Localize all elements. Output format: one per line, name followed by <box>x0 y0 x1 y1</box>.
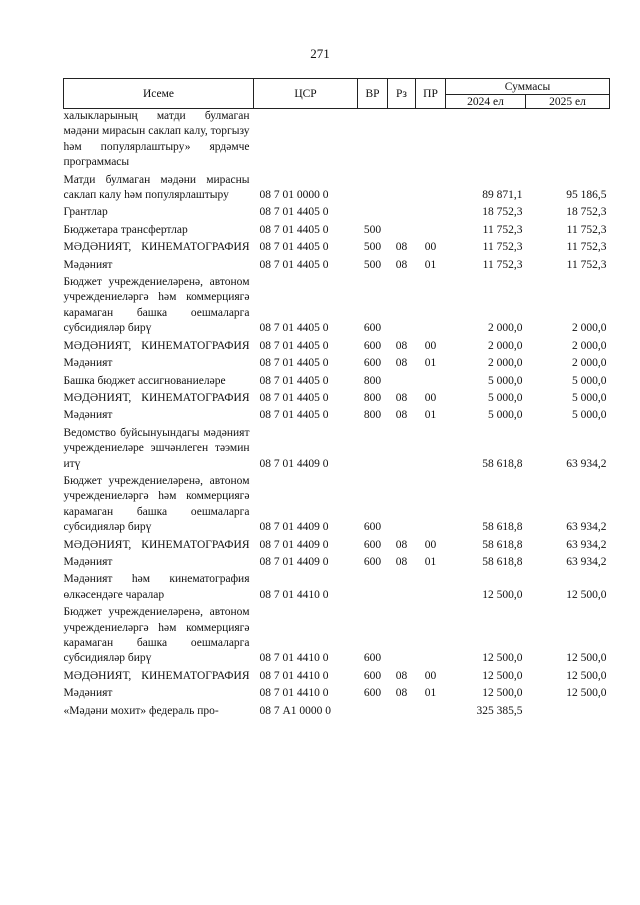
row-rz: 08 <box>395 258 408 271</box>
row-pr <box>416 704 446 719</box>
row-csr: 08 7 01 4410 0 <box>259 588 329 601</box>
row-amount-2024: 58 618,8 <box>482 457 523 470</box>
row-amount-2025: 63 934,2 <box>566 521 607 534</box>
row-vr: 500 <box>363 258 382 271</box>
header-year-2025: 2025 ел <box>526 95 610 109</box>
row-rz <box>388 205 416 220</box>
row-vr: 600 <box>363 521 382 534</box>
row-pr <box>416 605 446 667</box>
table-row <box>64 339 610 354</box>
table-row <box>64 572 610 603</box>
row-amount-2025: 5 000,0 <box>572 409 607 422</box>
row-vr: 500 <box>363 241 382 254</box>
row-name: халыкларының матди булмаган мәдәни мирасын саклап калу, торгызу һәм популярлаштыру» ярдәмче программасы <box>63 110 250 169</box>
row-vr: 600 <box>363 339 382 352</box>
row-csr: 08 7 01 4409 0 <box>259 538 329 551</box>
table-row <box>64 205 610 220</box>
row-pr <box>416 572 446 603</box>
row-rz <box>388 275 416 337</box>
row-amount-2025: 2 000,0 <box>572 357 607 370</box>
row-amount-2025: 63 934,2 <box>566 538 607 551</box>
row-amount-2025: 63 934,2 <box>566 555 607 568</box>
row-name: Мәдәният һәм кинематография өлкәсендәге чаралар <box>63 573 250 601</box>
row-rz: 08 <box>395 669 408 682</box>
row-amount-2024: 5 000,0 <box>488 409 523 422</box>
row-rz <box>388 572 416 603</box>
row-name: МӘДӘНИЯТ, КИНЕМАТОГРАФИЯ <box>63 339 250 352</box>
row-amount-2025 <box>526 704 610 719</box>
table-row <box>64 605 610 667</box>
row-vr <box>358 109 388 171</box>
row-csr: 08 7 01 4410 0 <box>259 687 329 700</box>
row-name: Башка бюджет ассигнованиеләре <box>63 374 226 387</box>
row-amount-2025: 12 500,0 <box>566 652 607 665</box>
row-name: Мәдәният <box>63 555 113 568</box>
row-csr: 08 7 01 4405 0 <box>259 206 329 219</box>
row-amount-2024: 18 752,3 <box>482 206 523 219</box>
table-row <box>64 240 610 255</box>
table-row <box>64 538 610 553</box>
row-amount-2024: 58 618,8 <box>482 521 523 534</box>
row-pr <box>416 109 446 171</box>
table-row <box>64 426 610 472</box>
row-vr: 600 <box>363 357 382 370</box>
page-number: 271 <box>310 46 330 61</box>
row-amount-2025: 5 000,0 <box>572 374 607 387</box>
table-row <box>64 374 610 389</box>
row-csr: 08 7 01 4410 0 <box>259 652 329 665</box>
row-amount-2025: 12 500,0 <box>566 687 607 700</box>
row-amount-2025 <box>526 109 610 171</box>
row-amount-2024: 5 000,0 <box>488 374 523 387</box>
row-pr <box>416 374 446 389</box>
row-name: Мәдәният <box>63 687 113 700</box>
row-name: Мәдәният <box>63 357 113 370</box>
row-amount-2025: 2 000,0 <box>572 322 607 335</box>
row-rz: 08 <box>395 409 408 422</box>
header-rz: Рз <box>388 79 416 109</box>
table-row <box>64 275 610 337</box>
row-rz: 08 <box>395 687 408 700</box>
row-name: МӘДӘНИЯТ, КИНЕМАТОГРАФИЯ <box>63 241 250 254</box>
row-csr: 08 7 01 4405 0 <box>259 241 329 254</box>
row-name: МӘДӘНИЯТ, КИНЕМАТОГРАФИЯ <box>63 391 250 404</box>
row-rz <box>388 474 416 536</box>
row-pr: 01 <box>424 555 437 568</box>
row-name: МӘДӘНИЯТ, КИНЕМАТОГРАФИЯ <box>63 538 250 551</box>
row-pr: 00 <box>424 339 437 352</box>
row-amount-2025: 18 752,3 <box>566 206 607 219</box>
budget-table <box>63 78 610 721</box>
row-csr: 08 7 01 4409 0 <box>259 555 329 568</box>
row-vr: 800 <box>363 409 382 422</box>
table-header <box>64 79 610 109</box>
row-name: Бюджет учреждениеләренә, автоном учреждениеләргә һәм коммерциягә карамаган башка оешмаларга субсидияләр бирү <box>63 606 250 665</box>
row-amount-2024: 12 500,0 <box>482 588 523 601</box>
row-vr <box>358 704 388 719</box>
row-csr: 08 7 01 4409 0 <box>259 457 329 470</box>
row-vr: 600 <box>363 555 382 568</box>
row-csr: 08 7 01 4405 0 <box>259 339 329 352</box>
table-row <box>64 223 610 238</box>
row-rz <box>388 223 416 238</box>
header-name: Исеме <box>64 79 254 109</box>
row-name: Бюджет учреждениеләренә, автоном учреждениеләргә һәм коммерциягә карамаган башка оешмаларга субсидияләр бирү <box>63 474 250 534</box>
row-pr: 00 <box>424 391 437 404</box>
row-amount-2025: 11 752,3 <box>566 241 607 254</box>
row-csr <box>254 109 358 171</box>
row-rz <box>388 374 416 389</box>
row-csr: 08 7 А1 0000 0 <box>259 704 332 717</box>
row-pr: 01 <box>424 409 437 422</box>
table-row <box>64 686 610 701</box>
table-row <box>64 173 610 204</box>
row-csr: 08 7 01 0000 0 <box>259 189 329 202</box>
row-amount-2025: 95 186,5 <box>566 189 607 202</box>
row-pr: 01 <box>424 357 437 370</box>
table-row <box>64 704 610 719</box>
row-pr <box>416 173 446 204</box>
table-row <box>64 408 610 423</box>
row-rz: 08 <box>395 339 408 352</box>
row-name: Мәдәният <box>63 258 113 271</box>
row-name: Мәдәният <box>63 409 113 422</box>
row-name: Грантлар <box>63 206 108 219</box>
table-row <box>64 109 610 171</box>
row-amount-2025: 11 752,3 <box>566 258 607 271</box>
table-row <box>64 258 610 273</box>
row-csr: 08 7 01 4405 0 <box>259 223 329 236</box>
header-year-2024: 2024 ел <box>446 95 526 109</box>
row-amount-2024: 11 752,3 <box>482 223 523 236</box>
row-spacer-cell <box>64 719 610 721</box>
row-csr: 08 7 01 4405 0 <box>259 322 329 335</box>
row-pr: 00 <box>424 538 437 551</box>
row-pr <box>416 474 446 536</box>
table-row <box>64 555 610 570</box>
row-rz: 08 <box>395 357 408 370</box>
row-vr: 600 <box>363 669 382 682</box>
row-rz <box>388 173 416 204</box>
row-vr: 600 <box>363 538 382 551</box>
header-vr: ВР <box>358 79 388 109</box>
row-amount-2025: 5 000,0 <box>572 391 607 404</box>
row-vr: 800 <box>363 391 382 404</box>
row-pr <box>416 275 446 337</box>
row-rz: 08 <box>395 391 408 404</box>
row-amount-2025: 12 500,0 <box>566 588 607 601</box>
row-amount-2024: 12 500,0 <box>482 687 523 700</box>
row-pr: 01 <box>424 258 437 271</box>
row-csr: 08 7 01 4405 0 <box>259 357 329 370</box>
row-vr: 800 <box>363 374 382 387</box>
row-rz <box>388 605 416 667</box>
row-vr: 600 <box>363 687 382 700</box>
row-vr <box>358 426 388 472</box>
row-csr: 08 7 01 4410 0 <box>259 669 329 682</box>
row-vr: 500 <box>363 223 382 236</box>
row-amount-2025: 2 000,0 <box>572 339 607 352</box>
row-pr: 00 <box>424 669 437 682</box>
header-amounts: Суммасы <box>446 79 610 95</box>
row-rz <box>388 109 416 171</box>
header-pr: ПР <box>416 79 446 109</box>
row-spacer <box>64 719 610 721</box>
row-csr: 08 7 01 4405 0 <box>259 409 329 422</box>
row-pr <box>416 205 446 220</box>
row-amount-2024: 325 385,5 <box>476 704 523 717</box>
row-rz <box>388 426 416 472</box>
row-rz <box>388 704 416 719</box>
row-vr <box>358 205 388 220</box>
row-csr: 08 7 01 4409 0 <box>259 521 329 534</box>
row-amount-2024: 11 752,3 <box>482 241 523 254</box>
row-vr: 600 <box>363 322 382 335</box>
row-vr: 600 <box>363 652 382 665</box>
row-rz: 08 <box>395 241 408 254</box>
row-amount-2024 <box>446 109 526 171</box>
row-pr <box>416 426 446 472</box>
table-row <box>64 391 610 406</box>
table-row <box>64 474 610 536</box>
row-name: Матди булмаган мәдәни мирасны саклап калу һәм популярлаштыру <box>63 173 250 202</box>
row-amount-2025: 63 934,2 <box>566 457 607 470</box>
row-csr: 08 7 01 4405 0 <box>259 374 329 387</box>
row-amount-2024: 2 000,0 <box>488 339 523 352</box>
row-amount-2024: 12 500,0 <box>482 669 523 682</box>
row-amount-2024: 58 618,8 <box>482 538 523 551</box>
row-amount-2024: 89 871,1 <box>482 189 523 202</box>
row-pr <box>416 223 446 238</box>
row-amount-2025: 11 752,3 <box>566 223 607 236</box>
table-body <box>64 109 610 722</box>
row-amount-2024: 2 000,0 <box>488 357 523 370</box>
row-amount-2024: 5 000,0 <box>488 391 523 404</box>
row-name: Бюджет учреждениеләренә, автоном учреждениеләргә һәм коммерциягә карамаган башка оешмаларга субсидияләр бирү <box>63 276 250 335</box>
row-name: МӘДӘНИЯТ, КИНЕМАТОГРАФИЯ <box>63 669 250 682</box>
header-csr: ЦСР <box>254 79 358 109</box>
row-rz: 08 <box>395 555 408 568</box>
row-vr <box>358 173 388 204</box>
row-csr: 08 7 01 4405 0 <box>259 391 329 404</box>
table-row <box>64 669 610 684</box>
table-row <box>64 356 610 371</box>
row-pr: 01 <box>424 687 437 700</box>
row-name: «Мәдәни мохит» федераль про- <box>63 704 219 717</box>
row-amount-2025: 12 500,0 <box>566 669 607 682</box>
row-vr <box>358 572 388 603</box>
row-amount-2024: 2 000,0 <box>488 322 523 335</box>
row-pr: 00 <box>424 241 437 254</box>
row-csr: 08 7 01 4405 0 <box>259 258 329 271</box>
row-name: Бюджетара трансфертлар <box>63 223 188 236</box>
row-rz: 08 <box>395 538 408 551</box>
row-amount-2024: 58 618,8 <box>482 555 523 568</box>
row-amount-2024: 12 500,0 <box>482 652 523 665</box>
row-amount-2024: 11 752,3 <box>482 258 523 271</box>
row-name: Ведомство буйсынуындагы мәдәният учреждениеләре эшчәнлеген тәэмин итү <box>63 426 250 470</box>
